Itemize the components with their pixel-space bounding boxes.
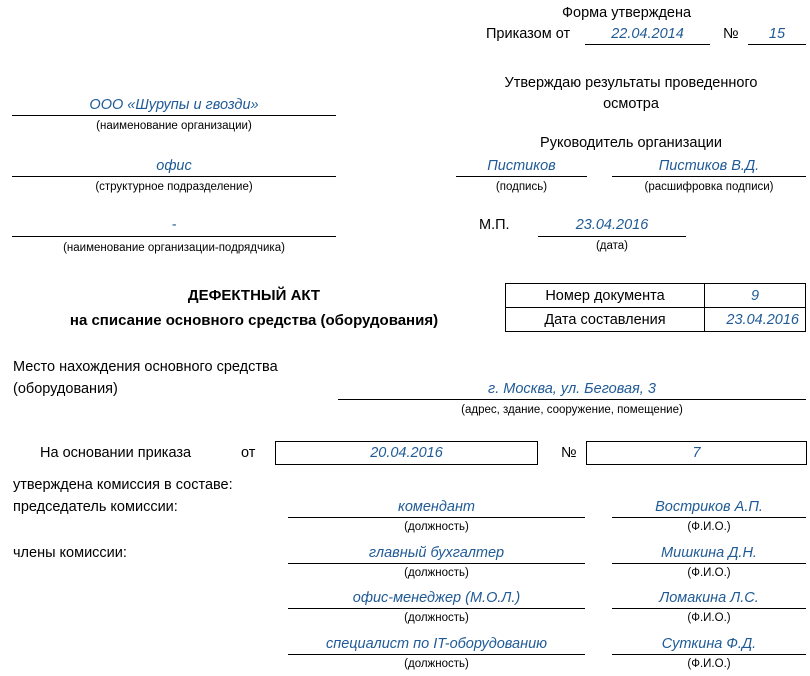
document-info-table <box>505 283 806 332</box>
table-row <box>506 308 806 332</box>
location-value[interactable]: г. Москва, ул. Беговая, 3 <box>488 381 656 397</box>
order-date-value[interactable]: 22.04.2014 <box>611 26 684 42</box>
member-name-underline <box>612 563 806 564</box>
document-number-label: Номер документа <box>506 284 705 308</box>
member-name-value[interactable]: Ломакина Л.С. <box>659 590 759 606</box>
stamp-label: М.П. <box>479 217 510 233</box>
document-date-label: Дата составления <box>506 308 705 332</box>
basis-number-sign: № <box>561 445 577 461</box>
member-name-value[interactable]: Мишкина Д.Н. <box>661 545 757 561</box>
position-caption: (должность) <box>404 567 469 579</box>
chairman-name-value[interactable]: Востриков А.П. <box>655 499 763 515</box>
member-position-underline <box>288 563 585 564</box>
approval-text-line1: Утверждаю результаты проведенного <box>504 75 758 91</box>
name-caption: (Ф.И.О.) <box>687 521 731 533</box>
approval-date-value[interactable]: 23.04.2016 <box>575 217 649 233</box>
approval-date-caption: (дата) <box>595 240 629 252</box>
member-position-value[interactable]: специалист по IT-оборудованию <box>325 636 548 652</box>
head-title: Руководитель организации <box>540 135 722 151</box>
member-name-underline <box>612 608 806 609</box>
basis-date-value: 20.04.2016 <box>370 445 443 461</box>
department-value[interactable]: офис <box>156 158 192 174</box>
department-caption: (структурное подразделение) <box>95 181 253 193</box>
location-underline <box>338 399 806 400</box>
organization-name-value[interactable]: ООО «Шурупы и гвозди» <box>89 97 259 113</box>
signature-value[interactable]: Пистиков <box>487 158 556 174</box>
organization-name-caption: (наименование организации) <box>96 120 252 132</box>
name-caption: (Ф.И.О.) <box>687 567 731 579</box>
signature-decoding-underline <box>612 176 806 177</box>
position-caption: (должность) <box>404 658 469 670</box>
order-number-underline <box>748 44 806 45</box>
location-label-line1: Место нахождения основного средства <box>13 359 278 375</box>
member-position-value[interactable]: офис-менеджер (М.О.Л.) <box>352 590 521 606</box>
signature-caption: (подпись) <box>495 181 548 193</box>
signature-decoding-value[interactable]: Пистиков В.Д. <box>658 158 760 174</box>
chairman-position-underline <box>288 517 585 518</box>
order-label: Приказом от <box>486 26 571 42</box>
member-name-underline <box>612 654 806 655</box>
signature-underline <box>456 176 587 177</box>
approval-text-line2: осмотра <box>603 96 659 112</box>
order-number-sign: № <box>723 26 739 42</box>
chairman-label: председатель комиссии: <box>13 499 178 515</box>
act-subtitle: на списание основного средства (оборудования) <box>69 312 439 329</box>
chairman-name-underline <box>612 517 806 518</box>
basis-number-value: 7 <box>692 445 701 461</box>
name-caption: (Ф.И.О.) <box>687 658 731 670</box>
member-position-underline <box>288 654 585 655</box>
approval-date-underline <box>538 236 686 237</box>
members-label: члены комиссии: <box>13 545 127 561</box>
document-date-value[interactable]: 23.04.2016 <box>705 308 806 332</box>
order-date-underline <box>585 44 710 45</box>
basis-date-box[interactable] <box>275 441 538 465</box>
act-title: ДЕФЕКТНЫЙ АКТ <box>187 287 321 304</box>
basis-label: На основании приказа <box>40 445 192 461</box>
commission-intro: утверждена комиссия в составе: <box>13 477 233 493</box>
document-number-value[interactable]: 9 <box>705 284 806 308</box>
contractor-underline <box>12 236 336 237</box>
member-name-value[interactable]: Суткина Ф.Д. <box>661 636 757 652</box>
contractor-caption: (наименование организации-подрядчика) <box>63 242 285 254</box>
member-position-underline <box>288 608 585 609</box>
chairman-position-value[interactable]: комендант <box>397 499 476 515</box>
organization-name-underline <box>12 115 336 116</box>
table-row <box>506 284 806 308</box>
position-caption: (должность) <box>404 521 469 533</box>
location-caption: (адрес, здание, сооружение, помещение) <box>461 404 683 416</box>
location-label-line2: (оборудования) <box>13 381 118 397</box>
name-caption: (Ф.И.О.) <box>687 612 731 624</box>
basis-from-label: от <box>241 445 256 461</box>
position-caption: (должность) <box>404 612 469 624</box>
member-position-value[interactable]: главный бухгалтер <box>368 545 505 561</box>
department-underline <box>12 176 336 177</box>
order-number-value[interactable]: 15 <box>768 26 786 42</box>
signature-decoding-caption: (расшифровка подписи) <box>644 181 774 193</box>
contractor-value[interactable]: - <box>171 217 177 233</box>
basis-number-box[interactable] <box>586 441 807 465</box>
form-approved-label: Форма утверждена <box>562 5 692 21</box>
